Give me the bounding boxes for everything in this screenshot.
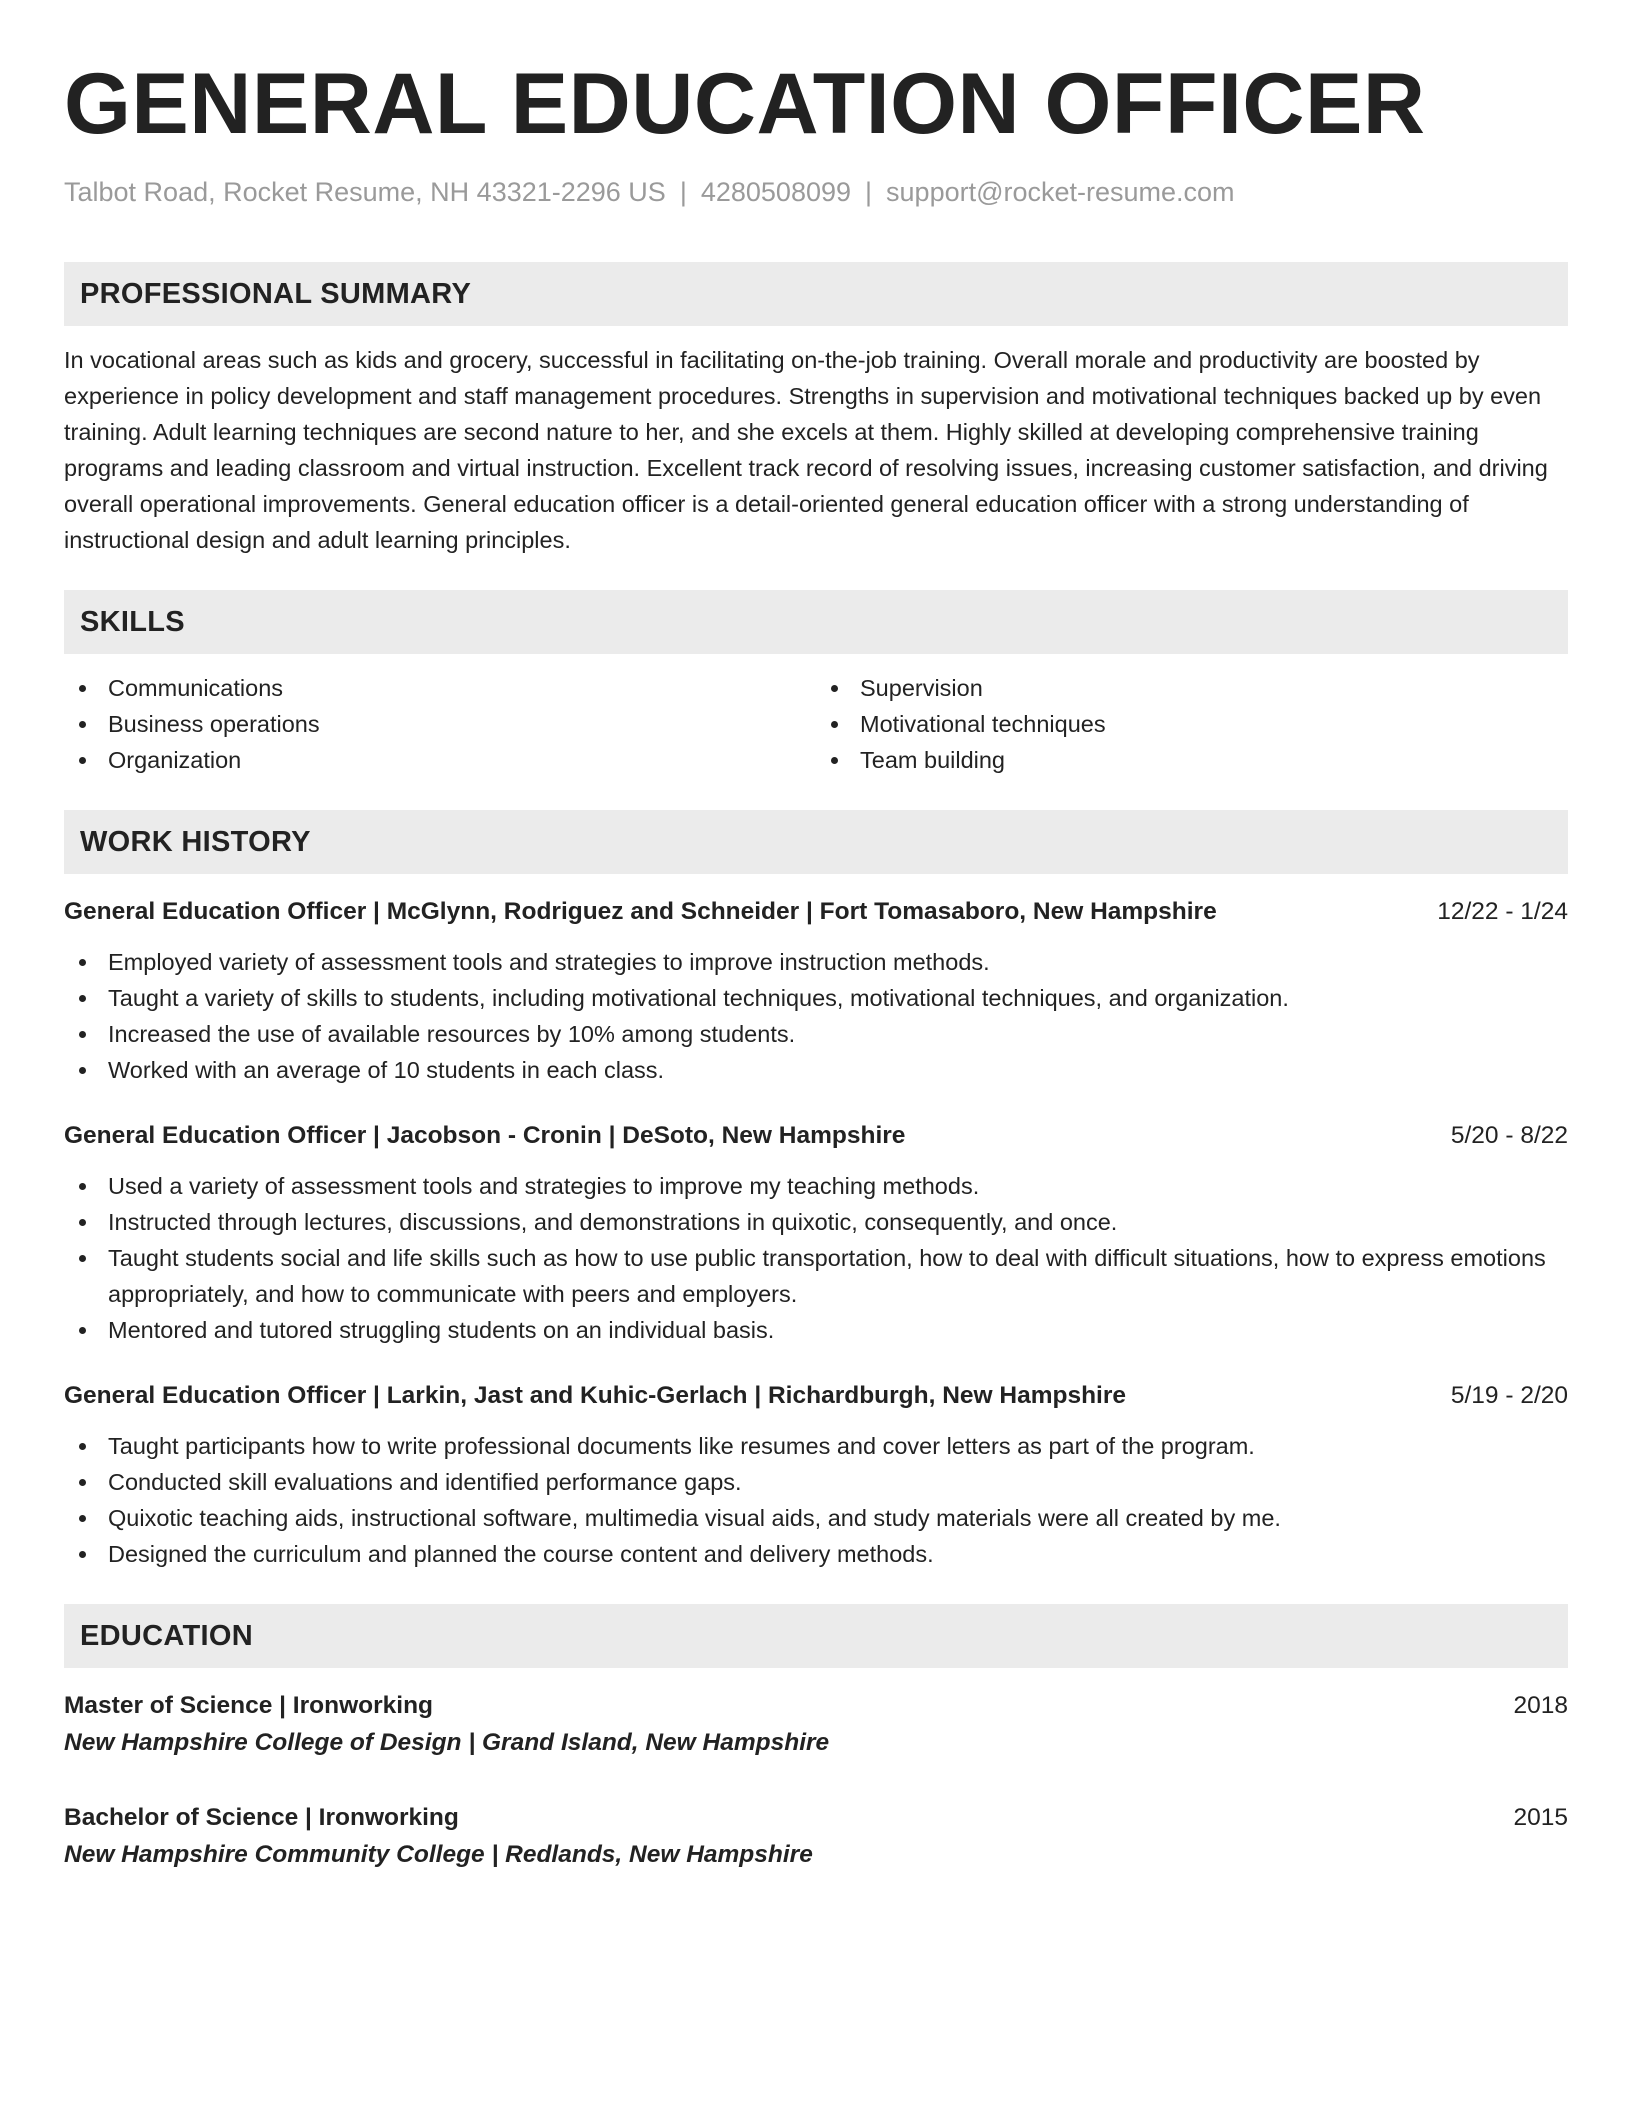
job-bullet	[64, 1168, 1568, 1204]
contact-separator: |	[865, 177, 873, 207]
section-heading-summary: PROFESSIONAL SUMMARY	[64, 262, 1568, 326]
bullet-icon	[79, 1515, 86, 1522]
skill-label: Communications	[108, 675, 284, 701]
education-degree: Master of Science | Ironworking	[64, 1692, 433, 1719]
skill-label: Team building	[860, 747, 1006, 773]
education-degree: Bachelor of Science | Ironworking	[64, 1804, 459, 1831]
job-bullet-text: Employed variety of assessment tools and strategies to improve instruction methods.	[108, 949, 990, 975]
job-bullet-text: Taught a variety of skills to students, including motivational techniques, motivational techniques, and organization.	[108, 985, 1289, 1011]
skill-item	[816, 742, 1568, 778]
skills-list	[64, 670, 1568, 778]
job-bullets	[64, 944, 1568, 1088]
contact-email: support@rocket-resume.com	[886, 177, 1235, 207]
job-bullet	[64, 1240, 1568, 1312]
skill-label: Organization	[108, 747, 242, 773]
skills-column-right	[816, 670, 1568, 778]
job-bullet	[64, 944, 1568, 980]
bullet-icon	[79, 757, 86, 764]
job-bullet-text: Designed the curriculum and planned the course content and delivery methods.	[108, 1541, 934, 1567]
skill-item	[64, 742, 816, 778]
job-title: General Education Officer | Larkin, Jast and Kuhic-Gerlach | Richardburgh, New Hampshire	[64, 1382, 1127, 1409]
job-dates: 12/22 - 1/24	[1437, 898, 1568, 925]
job-bullets	[64, 1428, 1568, 1572]
bullet-icon	[79, 1443, 86, 1450]
bullet-icon	[79, 1327, 86, 1334]
bullet-icon	[79, 685, 86, 692]
education-school: New Hampshire College of Design | Grand Island, New Hampshire	[64, 1729, 830, 1756]
bullet-icon	[79, 1255, 86, 1262]
job-bullet-text: Quixotic teaching aids, instructional software, multimedia visual aids, and study materials were all created by me.	[108, 1505, 1281, 1531]
job-bullet-text: Used a variety of assessment tools and strategies to improve my teaching methods.	[108, 1173, 980, 1199]
contact-separator: |	[679, 177, 687, 207]
skill-label: Motivational techniques	[860, 711, 1106, 737]
bullet-icon	[831, 685, 838, 692]
bullet-icon	[79, 1219, 86, 1226]
education-entry	[64, 1688, 1568, 1762]
section-heading-work-history: WORK HISTORY	[64, 810, 1568, 874]
job-header	[64, 1118, 1568, 1154]
contact-line	[64, 174, 1568, 210]
section-heading-skills: SKILLS	[64, 590, 1568, 654]
section-heading-education: EDUCATION	[64, 1604, 1568, 1668]
bullet-icon	[79, 995, 86, 1002]
job-bullet-text: Conducted skill evaluations and identified performance gaps.	[108, 1469, 742, 1495]
job-bullet	[64, 1428, 1568, 1464]
job-bullet-text: Instructed through lectures, discussions, and demonstrations in quixotic, consequently, and once.	[108, 1209, 1118, 1235]
education-school: New Hampshire Community College | Redlands, New Hampshire	[64, 1841, 813, 1868]
job-bullet	[64, 1204, 1568, 1240]
job-header	[64, 1378, 1568, 1414]
bullet-icon	[831, 721, 838, 728]
job-bullet	[64, 980, 1568, 1016]
job-dates: 5/19 - 2/20	[1450, 1382, 1568, 1409]
bullet-icon	[79, 959, 86, 966]
skill-item	[64, 706, 816, 742]
resume-name: GENERAL EDUCATION OFFICER	[64, 56, 1426, 152]
contact-phone: 4280508099	[700, 177, 852, 207]
education-header	[64, 1800, 1568, 1836]
education-year: 2015	[1513, 1804, 1568, 1831]
summary-paragraph: In vocational areas such as kids and grocery, successful in facilitating on-the-job training. Overall morale and productivity are boosted by experience in policy development and staff management procedures. Strengths in supervision and motivational techniques backed up by even training. Adult learning techniques are second nature to her, and she excels at them. Highly skilled at developing comprehensive training programs and leading classroom and virtual instruction. Excellent track record of resolving issues, increasing customer satisfaction, and driving overall operational improvements. General education officer is a detail-oriented general education officer with a strong understanding of instructional design and adult learning principles.	[64, 347, 1548, 553]
skill-item	[816, 670, 1568, 706]
bullet-icon	[79, 1031, 86, 1038]
bullet-icon	[79, 1067, 86, 1074]
job-bullet-text: Increased the use of available resources by 10% among students.	[108, 1021, 796, 1047]
skill-label: Supervision	[860, 675, 983, 701]
bullet-icon	[79, 1183, 86, 1190]
education-entry	[64, 1800, 1568, 1874]
job-title: General Education Officer | Jacobson - Cronin | DeSoto, New Hampshire	[64, 1122, 906, 1149]
contact-address: Talbot Road, Rocket Resume, NH 43321-2296 US	[64, 177, 666, 207]
job-bullets	[64, 1168, 1568, 1348]
job-bullet	[64, 1536, 1568, 1572]
job-entry	[64, 894, 1568, 1088]
job-bullet	[64, 1500, 1568, 1536]
job-title: General Education Officer | McGlynn, Rodriguez and Schneider | Fort Tomasaboro, New Hampshire	[64, 898, 1217, 925]
bullet-icon	[79, 1551, 86, 1558]
education-year: 2018	[1513, 1692, 1568, 1719]
bullet-icon	[831, 757, 838, 764]
bullet-icon	[79, 721, 86, 728]
skill-label: Business operations	[108, 711, 320, 737]
job-entry	[64, 1118, 1568, 1348]
bullet-icon	[79, 1479, 86, 1486]
job-dates: 5/20 - 8/22	[1450, 1122, 1568, 1149]
job-bullet	[64, 1052, 1568, 1088]
job-entry	[64, 1378, 1568, 1572]
job-bullet-text: Mentored and tutored struggling students on an individual basis.	[108, 1317, 775, 1343]
job-bullet-text: Taught students social and life skills such as how to use public transportation, how to deal with difficult situations, how to express emotions appropriately, and how to communicate with peers and employers.	[108, 1245, 1546, 1307]
job-bullet	[64, 1016, 1568, 1052]
skill-item	[816, 706, 1568, 742]
job-bullet	[64, 1312, 1568, 1348]
skills-column-left	[64, 670, 816, 778]
job-bullet-text: Taught participants how to write professional documents like resumes and cover letters as part of the program.	[108, 1433, 1255, 1459]
skill-item	[64, 670, 816, 706]
job-bullet-text: Worked with an average of 10 students in each class.	[108, 1057, 665, 1083]
job-header	[64, 894, 1568, 930]
job-bullet	[64, 1464, 1568, 1500]
education-header	[64, 1688, 1568, 1724]
